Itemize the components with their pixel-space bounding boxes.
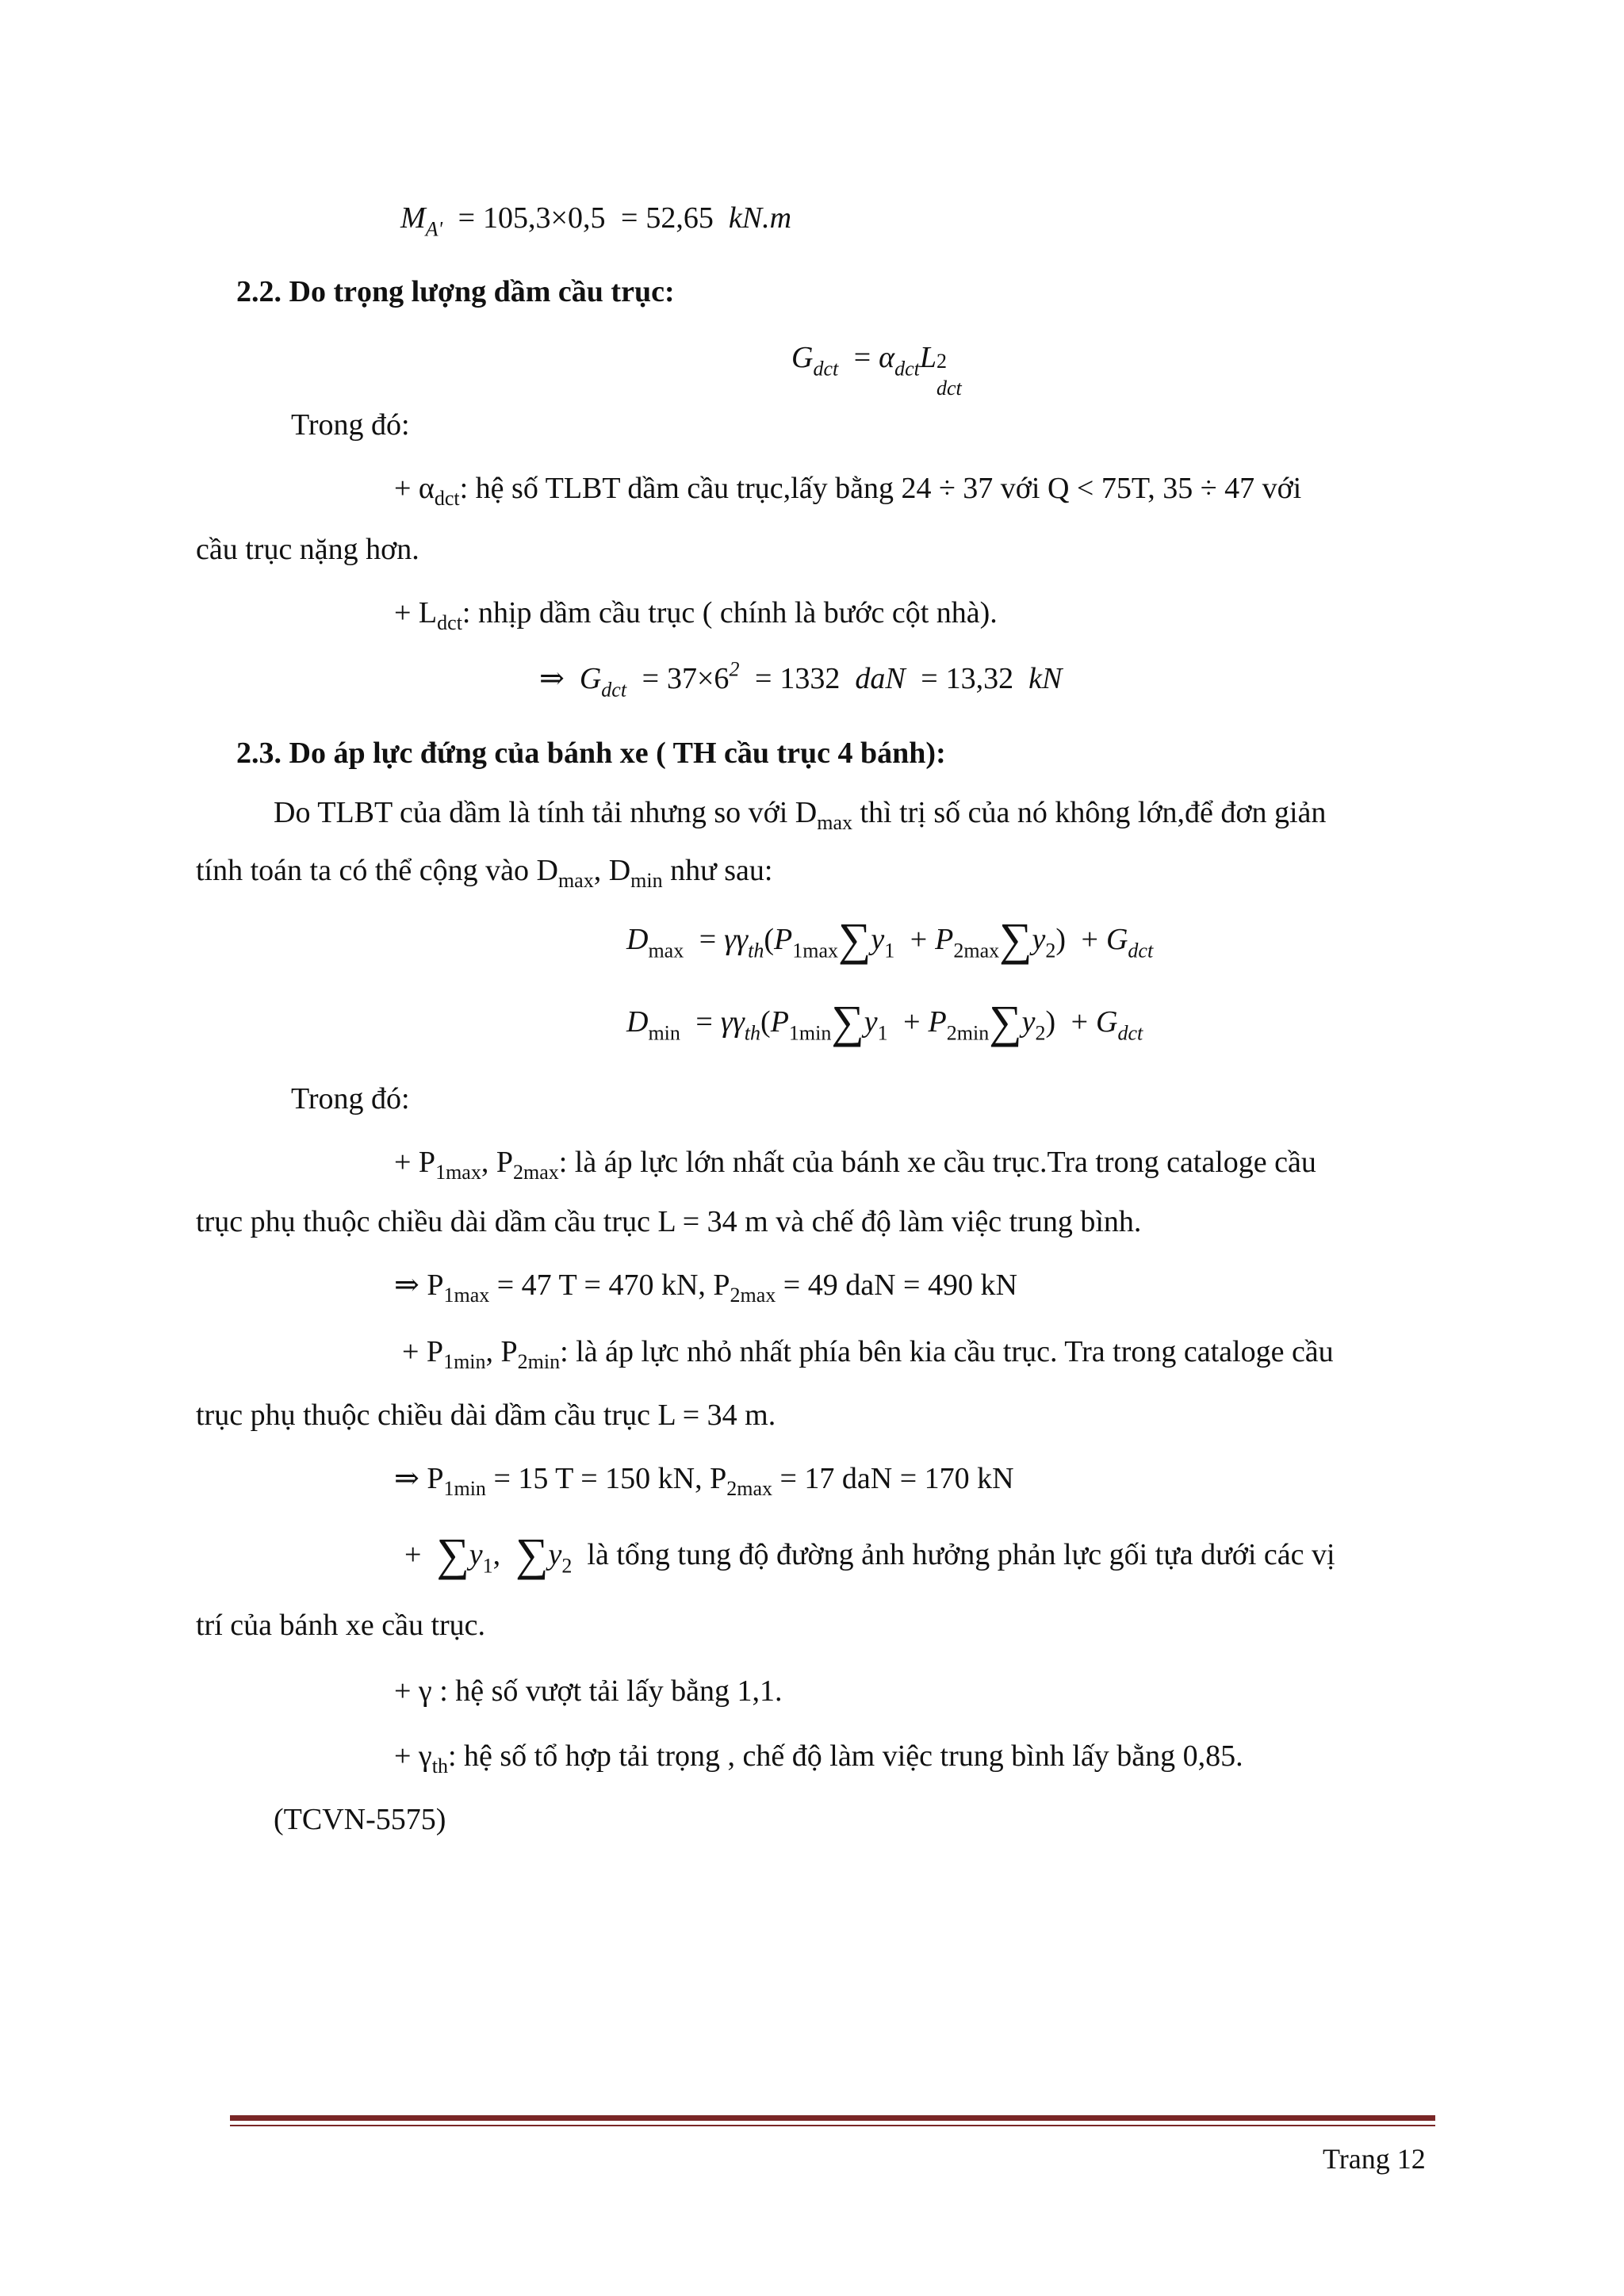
section-heading-2-3: 2.3. Do áp lực đứng của bánh xe ( TH cầu trục 4 bánh): <box>236 737 946 770</box>
pmin-result: ⇒ $P_{1min} = 15$ T = 150 kN, $P_{2max} = 17$ daN = 170 kN <box>394 1462 1014 1501</box>
paragraph-line-1: Do TLBT của dầm là tính tải nhưng so với $D_{max}$ thì trị số của nó không lớn,để đơn giản <box>274 796 1327 835</box>
trong-do-label-2: Trong đó: <box>291 1082 410 1115</box>
page-number: Trang 12 <box>1323 2143 1426 2175</box>
formula-dmax: $D_{max} = \gamma\gamma_{th}(P_{1max}\sum y_1 + P_{2max}\sum y_2) + G_{dct}$ <box>626 913 1154 965</box>
formula-dmin: $D_{min} = \gamma\gamma_{th}(P_{1min}\sum y_1 + P_{2min}\sum y_2) + G_{dct}$ <box>626 995 1143 1047</box>
item-alpha-dct-cont: cầu trục nặng hơn. <box>196 533 419 566</box>
item-gamma: + γ : hệ số vượt tải lấy bằng 1,1. <box>394 1674 783 1708</box>
pmax-result: ⇒ $P_{1max} = 47$ T = 470 kN, $P_{2max} = 49$ daN = 490 kN <box>394 1269 1017 1307</box>
item-sum-y: + $\sum y_1$, $\sum y_2$ là tổng tung độ đường ảnh hưởng phản lực gối tựa dưới các vị <box>404 1528 1335 1580</box>
trong-do-label-1: Trong đó: <box>291 408 410 442</box>
tcvn-reference: (TCVN-5575) <box>274 1803 446 1836</box>
item-pmin-cont: trục phụ thuộc chiều dài dầm cầu trục L = 34 m. <box>196 1399 776 1432</box>
paragraph-line-2: tính toán ta có thể cộng vào $D_{max}$, $D_{min}$ như sau: <box>196 854 773 893</box>
item-pmax: + $P_{1max}$, $P_{2max}$: là áp lực lớn nhất của bánh xe cầu trục.Tra trong cataloge cầu <box>394 1146 1316 1184</box>
item-pmax-cont: trục phụ thuộc chiều dài dầm cầu trục L = 34 m và chế độ làm việc trung bình. <box>196 1205 1142 1238</box>
item-sum-y-cont: trí của bánh xe cầu trục. <box>196 1609 486 1642</box>
item-gamma-th: + $\gamma_{th}$: hệ số tổ hợp tải trọng , chế độ làm việc trung bình lấy bằng 0,85. <box>394 1739 1243 1778</box>
item-l-dct: + $L_{dct}$: nhịp dầm cầu trục ( chính là bước cột nhà). <box>394 596 998 635</box>
section-heading-2-2: 2.2. Do trọng lượng dầm cầu trục: <box>236 275 675 308</box>
formula-gdct: $G_{dct} = \alpha_{dct}L$ 2 dct <box>791 341 962 400</box>
item-pmin: + $P_{1min}$, $P_{2min}$: là áp lực nhỏ nhất phía bên kia cầu trục. Tra trong cataloge cầu <box>402 1335 1334 1374</box>
footer-rule-thick <box>230 2115 1435 2121</box>
formula-moment: $M_{A'} = 105,3\times 0,5 = 52,65$ kN.m <box>400 201 792 241</box>
formula-gdct-result: ⇒ $G_{dct} = 37\times 6^2 = 1332$ daN = 13,32 kN <box>539 657 1063 702</box>
item-alpha-dct: + $\alpha_{dct}$: hệ số TLBT dầm cầu trục,lấy bằng 24 ÷ 37 với Q < 75T, 35 ÷ 47 với <box>394 472 1302 511</box>
footer-rule-thin <box>230 2125 1435 2126</box>
